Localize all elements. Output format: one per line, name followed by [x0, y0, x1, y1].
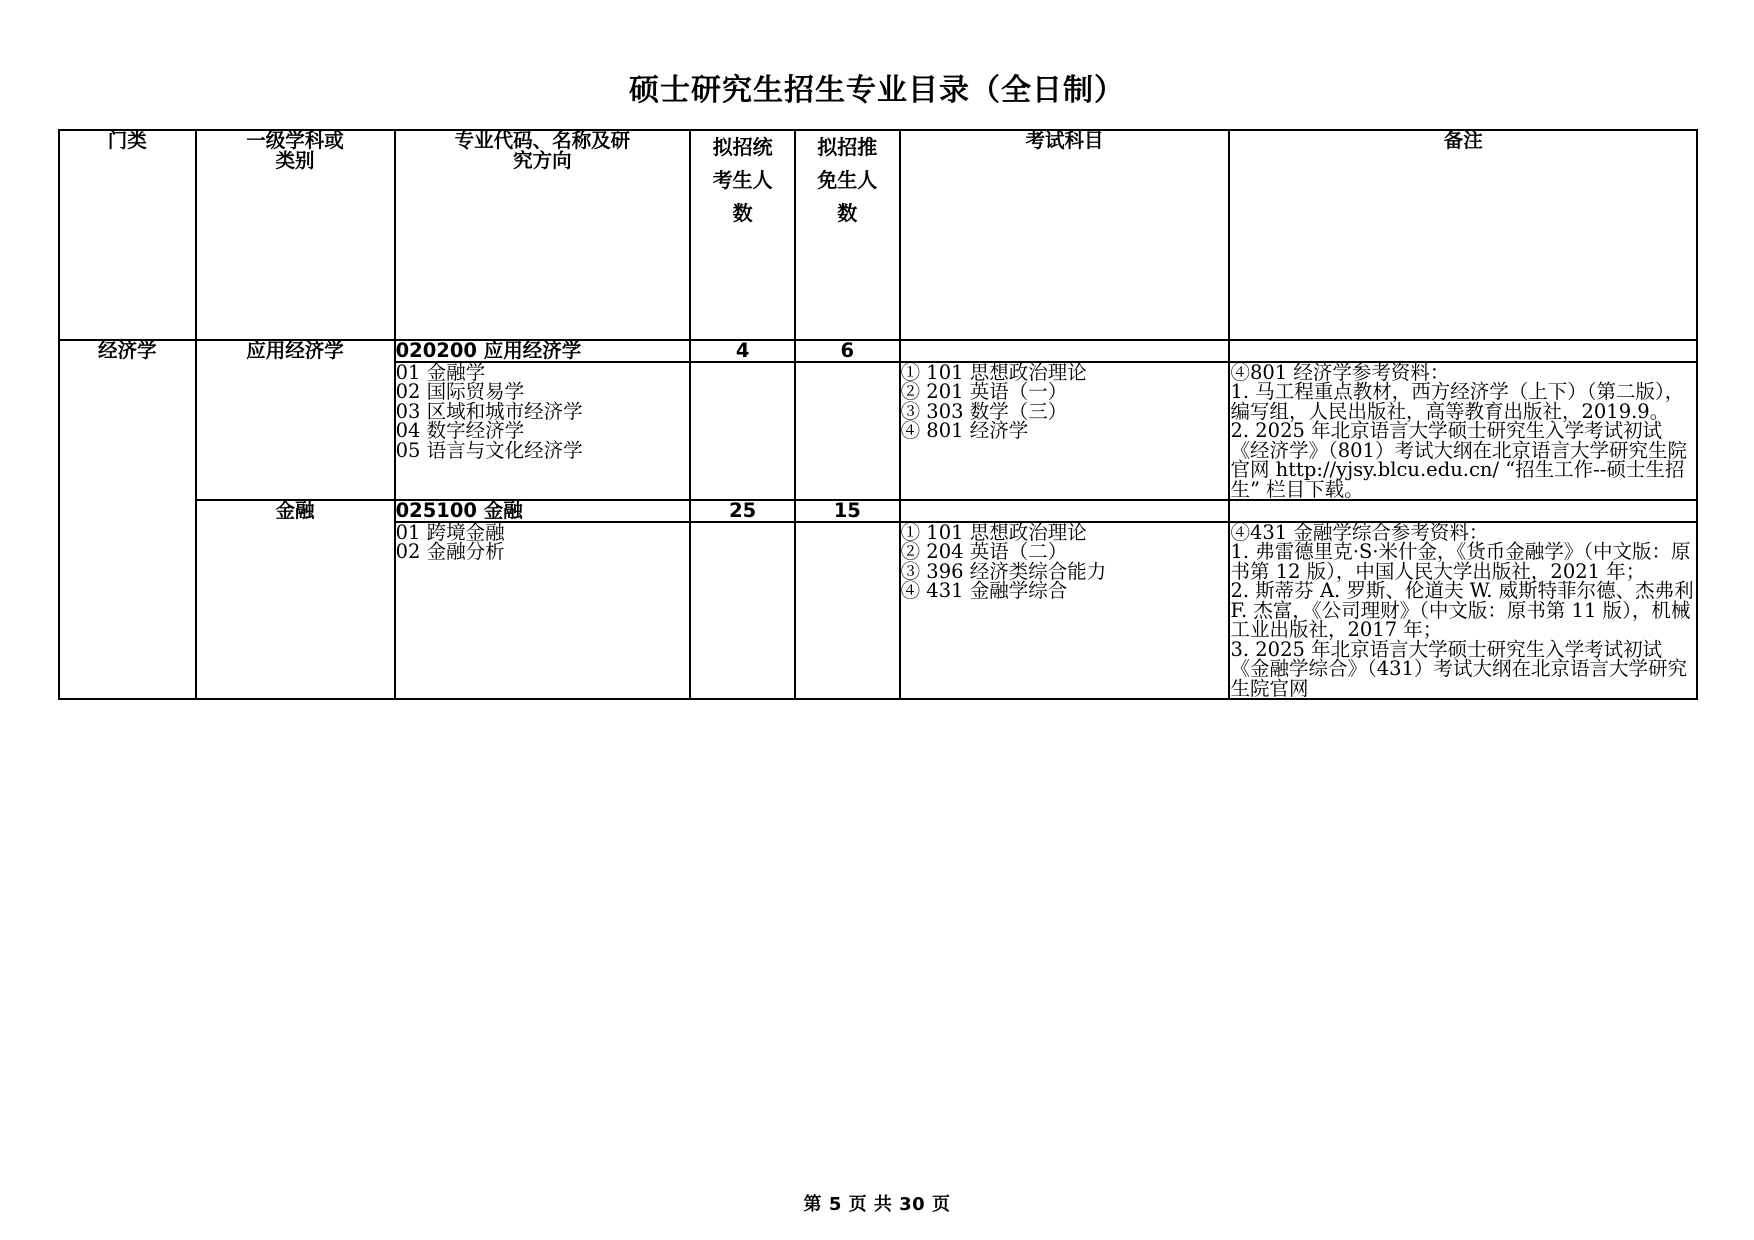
header-quota-exam-line1: 拟招统 [712, 135, 773, 159]
table-row [59, 500, 1697, 522]
remark-item: ④431 金融学综合参考资料： [1230, 520, 1489, 544]
exam-subject-item: ④ 801 经济学 [900, 419, 1029, 442]
header-major-line2: 究方向 [513, 148, 572, 172]
header-discipline [196, 130, 395, 340]
cell-quota-exam-blank-0 [690, 362, 795, 501]
cell-exam-subjects-spacer-1 [900, 500, 1230, 522]
cell-discipline-0: 应用经济学 [196, 340, 395, 500]
direction-item: 04 数字经济学 [395, 419, 525, 442]
remark-item: 3. 2025 年北京语言大学硕士研究生入学考试初试《金融学综合》（431）考试大纲在北京语言大学研究生院官网 [1230, 637, 1687, 700]
cell-remarks-0 [1229, 362, 1697, 501]
header-exam-subjects: 考试科目 [900, 130, 1230, 340]
direction-item: 03 区域和城市经济学 [395, 399, 583, 423]
cell-quota-recommended-0: 6 [795, 340, 900, 362]
remark-item: 1. 马工程重点教材，西方经济学（上下）（第二版），编写组，人民出版社，高等教育出版社，2019.9。 [1230, 380, 1685, 423]
direction-item: 02 国际贸易学 [395, 380, 525, 403]
cell-remarks-spacer-1 [1229, 500, 1697, 522]
exam-subject-item: ② 204 英语（二） [900, 540, 1068, 563]
cell-remarks-1 [1229, 522, 1697, 700]
cell-directions-1 [395, 522, 691, 700]
header-major [395, 130, 691, 340]
cell-directions-0 [395, 362, 691, 501]
remark-item: 2. 斯蒂芬 A. 罗斯、伦道夫 W. 威斯特菲尔德、杰弗利 F. 杰富，《公司理财》（中文版：原书第 11 版），机械工业出版社，2017 年； [1230, 579, 1694, 641]
cell-exam-subjects-spacer-0 [900, 340, 1230, 362]
exam-subject-item: ③ 303 数学（三） [900, 399, 1068, 423]
header-quota-recommended [795, 130, 900, 340]
header-discipline-line1: 一级学科或 [246, 129, 344, 152]
direction-item: 01 跨境金融 [395, 520, 505, 544]
header-quota-rec-line2: 免生人 [817, 168, 878, 192]
page-footer: 第 5 页 共 30 页 [803, 1194, 951, 1215]
header-discipline-line2: 类别 [275, 148, 315, 172]
cell-exam-subjects-1 [900, 522, 1230, 700]
cell-remarks-spacer-0 [1229, 340, 1697, 362]
exam-subject-item: ① 101 思想政治理论 [900, 520, 1087, 544]
admissions-catalog-table [58, 129, 1698, 700]
remark-item: ④801 经济学参考资料： [1230, 360, 1450, 384]
remark-item: 1. 弗雷德里克·S·米什金，《货币金融学》（中文版：原书第 12 版），中国人民大学出版社，2021 年； [1230, 540, 1691, 583]
cell-quota-exam-0: 4 [690, 340, 795, 362]
header-quota-exam-line3: 数 [732, 201, 753, 225]
header-quota-exam [690, 130, 795, 340]
remark-item: 2. 2025 年北京语言大学硕士研究生入学考试初试《经济学》（801）考试大纲在北京语言大学研究生院官网 http://yjsy.blcu.edu.cn/ “招生工作--硕士生招生” 栏目下载。 [1230, 419, 1687, 501]
cell-quota-exam-blank-1 [690, 522, 795, 700]
cell-quota-recommended-1: 15 [795, 500, 900, 522]
exam-subject-item: ② 201 英语（一） [900, 380, 1068, 403]
cell-discipline-1: 金融 [196, 500, 395, 699]
cell-category: 经济学 [59, 340, 196, 699]
exam-subject-item: ③ 396 经济类综合能力 [900, 559, 1107, 583]
table-header-row [59, 130, 1697, 340]
exam-subject-item: ④ 431 金融学综合 [900, 579, 1068, 602]
header-quota-rec-line1: 拟招推 [817, 135, 878, 159]
table-row [59, 340, 1697, 362]
cell-exam-subjects-0 [900, 362, 1230, 501]
header-remarks: 备注 [1229, 130, 1697, 340]
header-quota-rec-line3: 数 [837, 201, 858, 225]
header-major-line1: 专业代码、名称及研 [454, 129, 631, 152]
cell-major-code-name-0: 020200 应用经济学 [395, 340, 691, 362]
cell-quota-recommended-blank-0 [795, 362, 900, 501]
cell-major-code-name-1: 025100 金融 [395, 500, 691, 522]
header-quota-exam-line2: 考生人 [712, 168, 773, 192]
exam-subject-item: ① 101 思想政治理论 [900, 360, 1087, 384]
header-category: 门类 [59, 130, 196, 340]
cell-quota-exam-1: 25 [690, 500, 795, 522]
direction-item: 05 语言与文化经济学 [395, 438, 583, 462]
direction-item: 01 金融学 [395, 360, 486, 384]
direction-item: 02 金融分析 [395, 540, 505, 563]
page-title: 硕士研究生招生专业目录（全日制） [629, 73, 1125, 108]
cell-quota-recommended-blank-1 [795, 522, 900, 700]
